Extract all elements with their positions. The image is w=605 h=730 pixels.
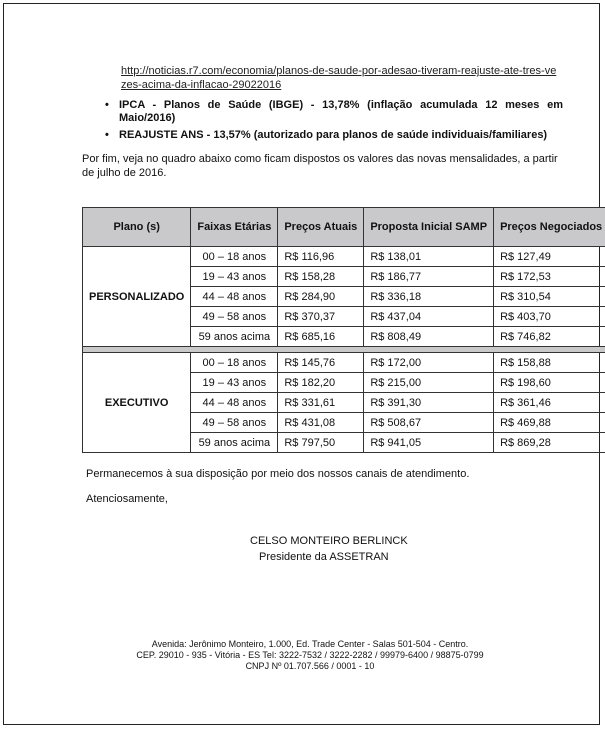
negotiated-price-cell: R$ 127,49: [494, 247, 605, 267]
proposal-price-cell: R$ 336,18: [364, 287, 494, 307]
current-price-cell: R$ 182,20: [278, 373, 364, 393]
negotiated-price-cell: R$ 361,46: [494, 393, 605, 413]
bullet-ipca: [103, 99, 563, 125]
proposal-price-cell: R$ 941,05: [364, 433, 494, 453]
header-negotiated-price: Preços Negociados: [494, 208, 605, 247]
table-header-row: [83, 208, 605, 247]
bullet-text: REAJUSTE ANS - 13,57% (autorizado para planos de saúde individuais/familiares): [119, 129, 548, 141]
negotiated-price-cell: R$ 403,70: [494, 307, 605, 327]
negotiated-price-cell: R$ 310,54: [494, 287, 605, 307]
plan-name-personalizado: PERSONALIZADO: [83, 247, 191, 347]
header-age-range: Faixas Etárias: [191, 208, 278, 247]
bullet-dot: •: [105, 129, 109, 141]
negotiated-price-cell: R$ 172,53: [494, 267, 605, 287]
footer-line: CNPJ Nº 01.707.566 / 0001 - 10: [245, 661, 375, 671]
proposal-price-cell: R$ 808,49: [364, 327, 494, 347]
age-range-cell: 19 – 43 anos: [191, 267, 278, 287]
footer-line: CEP. 29010 - 935 - Vitória - ES Tel: 3222-7532 / 3222-2282 / 99979-6400 / 98875-0799: [136, 650, 484, 660]
age-range-cell: 00 – 18 anos: [191, 353, 278, 373]
current-price-cell: R$ 685,16: [278, 327, 364, 347]
age-range-cell: 49 – 58 anos: [191, 307, 278, 327]
news-link[interactable]: http://noticias.r7.com/economia/planos-de-saude-por-adesao-tiveram-reajuste-ate-tres-vezes-acima-da-inflacao-29022016: [121, 65, 557, 91]
header-current-price: Preços Atuais: [278, 208, 364, 247]
signatory-name: CELSO MONTEIRO BERLINCK: [250, 535, 408, 547]
proposal-price-cell: R$ 186,77: [364, 267, 494, 287]
negotiated-price-cell: R$ 469,88: [494, 413, 605, 433]
table-row: [83, 247, 605, 267]
age-range-cell: 59 anos acima: [191, 327, 278, 347]
bullet-dot: •: [105, 99, 109, 111]
current-price-cell: R$ 370,37: [278, 307, 364, 327]
current-price-cell: R$ 797,50: [278, 433, 364, 453]
negotiated-price-cell: R$ 158,88: [494, 353, 605, 373]
footer-line: Avenida: Jerônimo Monteiro, 1.000, Ed. Trade Center - Salas 501-504 - Centro.: [151, 639, 469, 649]
header-initial-proposal: Proposta Inicial SAMP: [364, 208, 494, 247]
negotiated-price-cell: R$ 198,60: [494, 373, 605, 393]
proposal-price-cell: R$ 508,67: [364, 413, 494, 433]
intro-paragraph: Por fim, veja no quadro abaixo como ficam dispostos os valores das novas mensalidades, a partir de julho de 2016.: [82, 153, 558, 179]
negotiated-price-cell: R$ 869,28: [494, 433, 605, 453]
age-range-cell: 19 – 43 anos: [191, 373, 278, 393]
regards-line: Atenciosamente,: [86, 493, 168, 505]
age-range-cell: 44 – 48 anos: [191, 393, 278, 413]
proposal-price-cell: R$ 138,01: [364, 247, 494, 267]
proposal-price-cell: R$ 172,00: [364, 353, 494, 373]
proposal-price-cell: R$ 215,00: [364, 373, 494, 393]
proposal-price-cell: R$ 437,04: [364, 307, 494, 327]
proposal-price-cell: R$ 391,30: [364, 393, 494, 413]
table-row: [83, 353, 605, 373]
current-price-cell: R$ 431,08: [278, 413, 364, 433]
bullet-list: [103, 99, 563, 146]
current-price-cell: R$ 284,90: [278, 287, 364, 307]
age-range-cell: 44 – 48 anos: [191, 287, 278, 307]
current-price-cell: R$ 331,61: [278, 393, 364, 413]
header-plan: Plano (s): [83, 208, 191, 247]
current-price-cell: R$ 116,96: [278, 247, 364, 267]
bullet-text: IPCA - Planos de Saúde (IBGE) - 13,78% (inflação acumulada 12 meses em Maio/2016): [119, 99, 563, 124]
footer-address: [100, 639, 520, 672]
price-table: [82, 207, 605, 453]
closing-paragraph: Permanecemos à sua disposição por meio dos nossos canais de atendimento.: [86, 468, 470, 480]
plan-name-executivo: EXECUTIVO: [83, 353, 191, 453]
age-range-cell: 00 – 18 anos: [191, 247, 278, 267]
negotiated-price-cell: R$ 746,82: [494, 327, 605, 347]
signatory-role: Presidente da ASSETRAN: [259, 551, 389, 563]
age-range-cell: 59 anos acima: [191, 433, 278, 453]
current-price-cell: R$ 145,76: [278, 353, 364, 373]
bullet-ans: [103, 129, 563, 142]
age-range-cell: 49 – 58 anos: [191, 413, 278, 433]
current-price-cell: R$ 158,28: [278, 267, 364, 287]
